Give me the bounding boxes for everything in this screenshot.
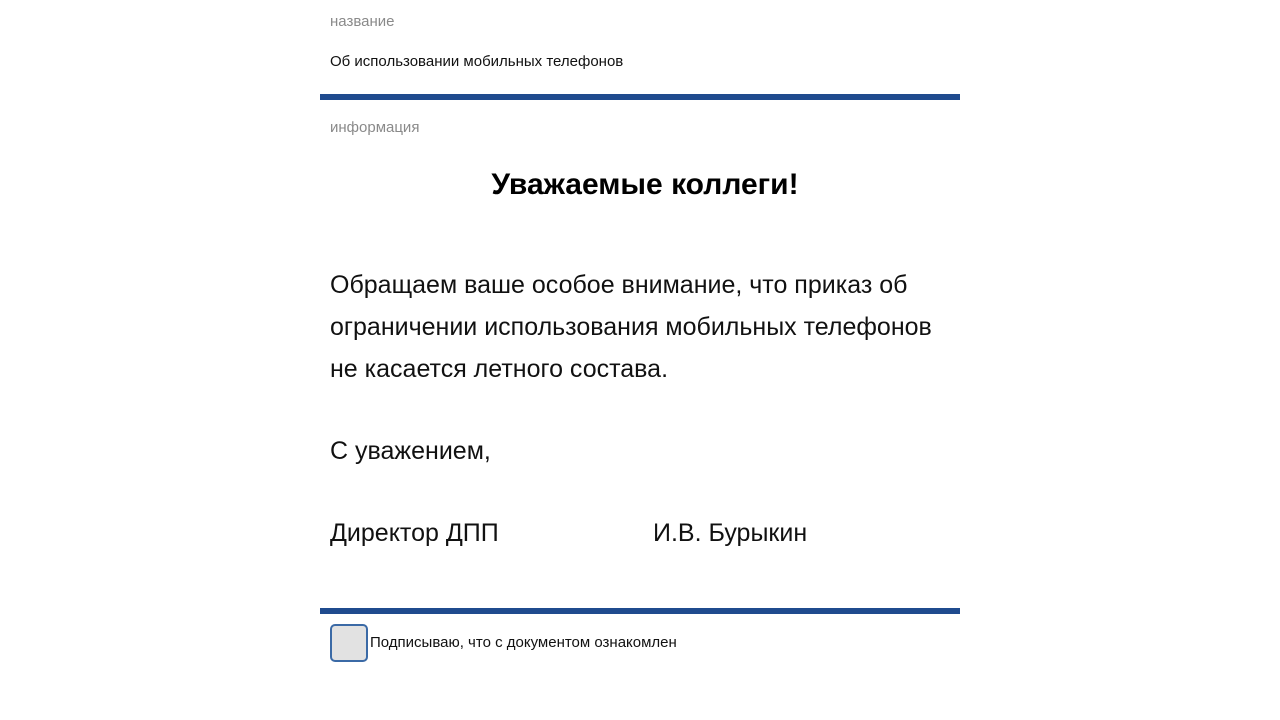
letter-body: Обращаем ваше особое внимание, что приказ об ограничении использования мобильных телефонов не касается летного состава. (330, 271, 932, 383)
document-title: Об использовании мобильных телефонов (330, 53, 624, 70)
top-divider (320, 94, 960, 100)
title-field-label: название (330, 13, 395, 30)
document-column (320, 0, 960, 720)
letter-regards: С уважением, (330, 437, 491, 465)
acknowledgement-row[interactable] (330, 624, 677, 662)
signer-role: Директор ДПП (330, 519, 499, 547)
bottom-divider (320, 608, 960, 614)
signer-name: И.В. Бурыкин (653, 519, 808, 547)
info-field-label: информация (330, 119, 420, 136)
letter-heading: Уважаемые коллеги! (491, 168, 799, 201)
acknowledge-label[interactable]: Подписываю, что с документом ознакомлен (370, 634, 677, 651)
acknowledge-checkbox[interactable] (330, 624, 368, 662)
